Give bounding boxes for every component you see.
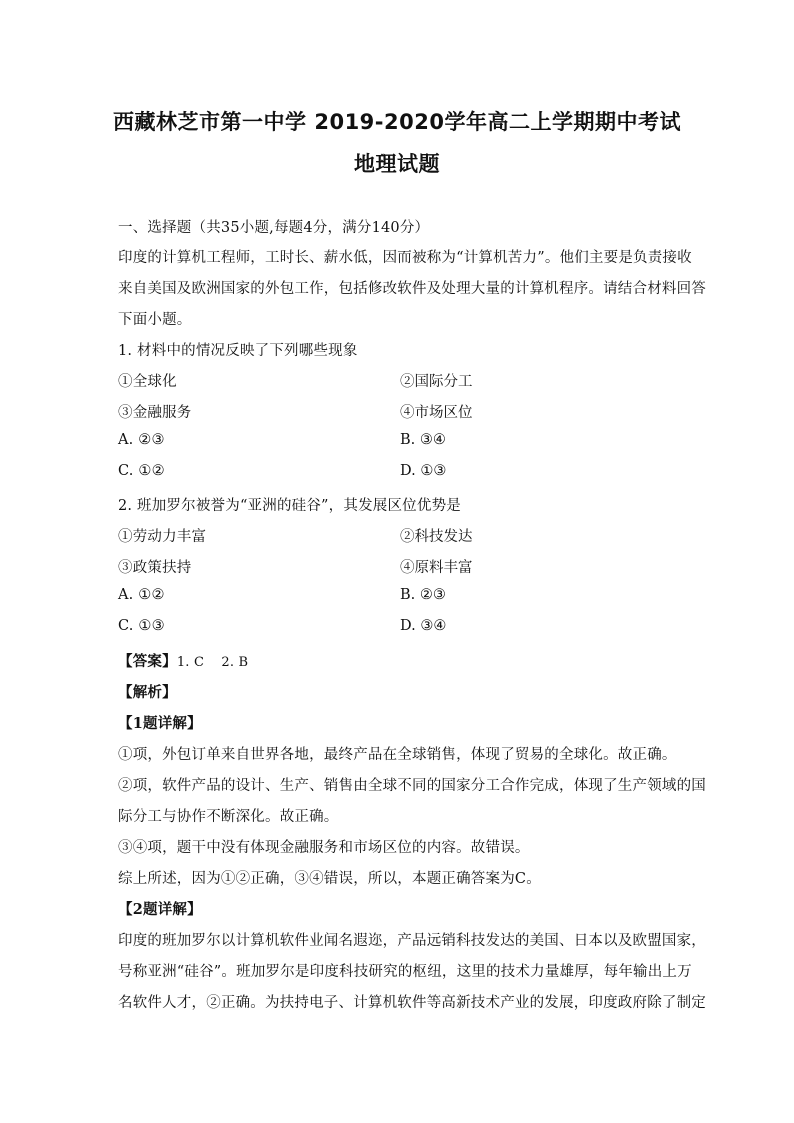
document-title-line1: 西藏林芝市第一中学 2019-2020学年高二上学期期中考试	[113, 110, 681, 134]
detail-1-para-2a: ②项，软件产品的设计、生产、销售由全球不同的国家分工合作完成，体现了生产领域的国	[118, 778, 706, 794]
question-2-option-a: A. ①②	[118, 587, 165, 603]
question-1-statement-1: ①全球化	[118, 374, 177, 390]
question-1-statement-2: ②国际分工	[400, 374, 473, 390]
material-line-1: 印度的计算机工程师，工时长、薪水低，因而被称为“计算机苦力”。他们主要是负责接收	[118, 250, 692, 266]
question-1-option-c: C. ①②	[118, 463, 165, 479]
question-1-option-b: B. ③④	[400, 432, 446, 448]
question-2-option-c: C. ①③	[118, 618, 165, 634]
question-2-option-b: B. ②③	[400, 587, 446, 603]
question-2-statement-2: ②科技发达	[400, 529, 473, 545]
answer-text: 1. C 2. B	[176, 655, 249, 670]
question-2-option-d: D. ③④	[400, 618, 447, 634]
detail-1-para-2b: 际分工与协作不断深化。故正确。	[118, 809, 339, 825]
question-1-stem: 1. 材料中的情况反映了下列哪些现象	[118, 343, 358, 359]
detail-2-para-1b: 号称亚洲“硅谷”。班加罗尔是印度科技研究的枢纽，这里的技术力量雄厚，每年输出上万	[118, 964, 692, 980]
analysis-label: 【解析】	[118, 684, 177, 701]
detail-2-para-1c: 名软件人才，②正确。为扶持电子、计算机软件等高新技术产业的发展，印度政府除了制定	[118, 995, 706, 1011]
section-header: 一、选择题（共35小题,每题4分，满分140分）	[118, 220, 430, 236]
detail-2-label: 【2题详解】	[118, 901, 202, 918]
detail-1-label: 【1题详解】	[118, 715, 202, 732]
question-2-statement-1: ①劳动力丰富	[118, 529, 207, 545]
material-line-3: 下面小题。	[118, 312, 192, 328]
answer-label: 【答案】	[118, 653, 177, 670]
question-2-statement-3: ③政策扶持	[118, 560, 192, 576]
question-1-statement-3: ③金融服务	[118, 405, 192, 421]
question-2-stem: 2. 班加罗尔被誉为“亚洲的硅谷”，其发展区位优势是	[118, 498, 461, 514]
detail-1-para-4: 综上所述，因为①②正确，③④错误，所以，本题正确答案为C。	[118, 871, 541, 887]
question-2-statement-4: ④原料丰富	[400, 560, 473, 576]
question-1-statement-4: ④市场区位	[400, 405, 473, 421]
document-title-line2: 地理试题	[354, 152, 440, 176]
detail-2-para-1a: 印度的班加罗尔以计算机软件业闻名遐迩，产品远销科技发达的美国、日本以及欧盟国家，	[118, 933, 706, 949]
question-1-option-a: A. ②③	[118, 432, 165, 448]
answer-line	[118, 650, 678, 671]
detail-1-para-3: ③④项，题干中没有体现金融服务和市场区位的内容。故错误。	[118, 840, 530, 856]
question-1-option-d: D. ①③	[400, 463, 447, 479]
material-line-2: 来自美国及欧洲国家的外包工作，包括修改软件及处理大量的计算机程序。请结合材料回答	[118, 281, 706, 297]
detail-1-para-1: ①项，外包订单来自世界各地，最终产品在全球销售，体现了贸易的全球化。故正确。	[118, 747, 677, 763]
